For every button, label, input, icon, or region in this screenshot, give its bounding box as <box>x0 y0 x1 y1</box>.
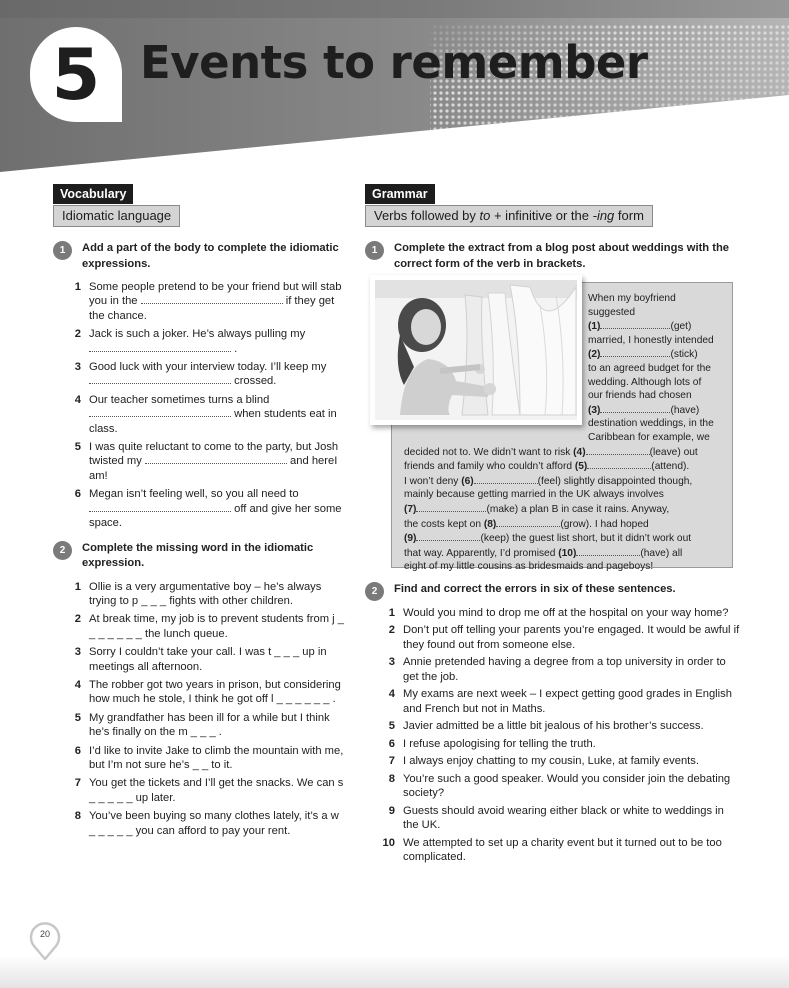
item-number: 5 <box>74 711 81 724</box>
item-text: Ollie is a very argumentative boy – he’s always trying to p _ _ _ fights with other children. <box>89 580 322 607</box>
exercise-items <box>365 606 740 865</box>
grammar-exercise-2 <box>365 582 740 865</box>
grammar-subtitle <box>365 205 653 227</box>
list-item <box>53 612 345 641</box>
gap-number: (3) <box>588 404 601 416</box>
item-number: 10 <box>382 836 395 849</box>
item-text: when students eat in class. <box>89 408 337 435</box>
exercise-instruction: Complete the missing word in the idiomatic expression. <box>82 541 314 569</box>
item-number: 4 <box>74 678 81 691</box>
item-number: 6 <box>74 488 81 501</box>
list-item <box>365 719 740 733</box>
blog-line <box>588 347 730 362</box>
grammar-exercise-1 <box>365 241 740 573</box>
item-text: At break time, my job is to prevent students from j _ _ _ _ _ _ _ the lunch queue. <box>89 613 344 640</box>
blog-line: wedding. Although lots of <box>588 376 702 388</box>
blog-text <box>392 283 732 574</box>
blog-text-part: I won’t deny <box>404 475 462 487</box>
item-text: We attempted to set up a charity event but it turned out to be too complicated. <box>403 836 722 864</box>
gap-number: (1) <box>588 321 601 333</box>
subtitle-text: + infinitive or the <box>490 208 593 223</box>
list-item <box>53 678 345 707</box>
gap-number: (4) <box>573 446 586 458</box>
verb-prompt: (leave) out <box>649 446 698 458</box>
blog-line: Caribbean for example, we <box>588 431 710 443</box>
item-number: 6 <box>74 744 81 757</box>
verb-prompt: (attend). <box>651 461 690 473</box>
list-item <box>53 280 345 323</box>
item-text: I’d like to invite Jake to climb the mountain with me, but I’m not sure he’s _ _ to it. <box>89 744 344 771</box>
header-band <box>0 0 789 175</box>
blog-text-part: that way. Apparently, I’d promised <box>404 547 559 559</box>
answer-blank[interactable] <box>587 459 651 469</box>
list-item <box>365 804 740 833</box>
answer-blank[interactable] <box>145 454 287 464</box>
item-text: You get the tickets and I’ll get the snacks. We can s _ _ _ _ _ up later. <box>89 777 344 804</box>
list-item <box>365 606 740 620</box>
item-text: Sorry I couldn’t take your call. I was t _ _ _ up in meetings all afternoon. <box>89 646 327 673</box>
list-item <box>365 687 740 716</box>
blog-line <box>404 474 729 489</box>
vocab-exercise-1 <box>53 241 345 531</box>
item-text: and hereI am! <box>89 455 338 482</box>
answer-blank[interactable] <box>600 403 670 413</box>
list-item <box>53 440 345 483</box>
blog-line <box>404 459 729 474</box>
verb-prompt: (stick) <box>670 349 698 361</box>
blog-text-part: friends and family who couldn’t afford <box>404 461 575 473</box>
item-text: I was quite reluctant to come to the party, but Josh twisted my <box>89 441 339 468</box>
item-number: 1 <box>74 580 81 593</box>
blog-line: our friends had chosen <box>588 390 692 402</box>
item-text: Megan isn’t feeling well, so you all need to <box>89 488 299 501</box>
answer-blank[interactable] <box>600 319 670 329</box>
gap-number: (7) <box>404 503 417 515</box>
footer-band <box>0 955 789 988</box>
item-number: 7 <box>388 755 395 768</box>
verb-prompt: (get) <box>670 321 692 333</box>
exercise-items <box>53 580 345 839</box>
item-text: You’ve been buying so many clothes lately, it’s a w _ _ _ _ _ you can afford to pay your rent. <box>89 810 339 837</box>
list-item <box>53 580 345 609</box>
item-number: 8 <box>74 810 81 823</box>
blog-line <box>404 445 729 460</box>
blog-line <box>404 531 729 546</box>
answer-blank[interactable] <box>416 502 486 512</box>
grammar-tag: Grammar <box>365 184 435 204</box>
item-number: 4 <box>388 688 395 701</box>
answer-blank[interactable] <box>89 502 231 512</box>
exercise-instruction: Complete the extract from a blog post about weddings with the correct form of the verb in brackets. <box>394 242 730 270</box>
item-text: Javier admitted be a little bit jealous of his brother’s success. <box>403 720 704 733</box>
item-number: 3 <box>74 361 81 374</box>
blog-line: When my boyfriend <box>588 293 676 304</box>
blog-line: married, I honestly intended <box>588 334 714 346</box>
answer-blank[interactable] <box>89 407 231 417</box>
exercise-number-badge: 1 <box>365 241 384 260</box>
item-text: You’re such a good speaker. Would you consider join the debating society? <box>403 772 731 800</box>
verb-prompt: (feel) slightly disappointed though, <box>537 475 693 487</box>
item-text: Jack is such a joker. He’s always pulling my <box>89 328 306 341</box>
blog-extract-box <box>391 282 733 573</box>
gap-number: (6) <box>461 475 474 487</box>
verb-prompt: (have) <box>670 404 700 416</box>
list-item <box>365 623 740 652</box>
item-text: My exams are next week – I expect getting good grades in English and French but not in Maths. <box>403 688 732 715</box>
blog-line <box>404 502 729 517</box>
blog-line <box>588 403 730 418</box>
answer-blank[interactable] <box>576 546 640 556</box>
list-item <box>53 487 345 530</box>
item-number: 2 <box>74 328 81 341</box>
answer-blank[interactable] <box>141 294 283 304</box>
subtitle-text: -ing <box>592 208 615 223</box>
exercise-number-badge: 1 <box>53 241 72 260</box>
list-item <box>53 327 345 356</box>
gap-number: (8) <box>483 518 497 530</box>
item-number: 5 <box>388 720 395 733</box>
list-item <box>365 754 740 768</box>
blog-line <box>404 546 729 561</box>
list-item <box>365 655 740 684</box>
answer-blank[interactable] <box>586 445 650 455</box>
item-number: 1 <box>388 606 395 619</box>
list-item <box>53 645 345 674</box>
page-number: 20 <box>39 929 50 939</box>
item-number: 1 <box>74 281 81 293</box>
unit-number-badge: 5 <box>30 27 122 122</box>
vocab-exercise-2 <box>53 541 345 839</box>
item-number: 4 <box>74 393 81 406</box>
list-item <box>53 393 345 436</box>
item-text: Don’t put off telling your parents you’re engaged. It would be awful if they found out from someone else. <box>403 624 740 651</box>
exercise-instruction: Find and correct the errors in six of these sentences. <box>394 583 676 595</box>
gap-number: (10) <box>558 547 577 559</box>
blog-text-part: decided not to. We didn’t want to risk <box>404 446 574 458</box>
item-text: . <box>231 342 238 355</box>
grammar-section <box>365 184 740 868</box>
item-number: 2 <box>388 624 395 637</box>
blog-line <box>404 517 729 532</box>
item-number: 5 <box>74 441 81 454</box>
gap-number: (9) <box>404 533 417 545</box>
verb-prompt: (have) all <box>640 547 683 559</box>
item-text: My grandfather has been ill for a while but I think he’s finally on the m _ _ _ . <box>89 711 330 739</box>
answer-blank[interactable] <box>89 342 231 352</box>
exercise-number-badge: 2 <box>365 582 384 601</box>
page-number-marker <box>29 920 61 960</box>
subtitle-text: Verbs followed by <box>374 208 480 223</box>
item-text: off and give her some space. <box>89 502 342 530</box>
verb-prompt: (grow). I had hoped <box>560 518 649 530</box>
list-item <box>53 360 345 389</box>
item-text: Some people pretend to be your friend but will stab you in the <box>89 281 342 308</box>
item-text: Would you mind to drop me off at the hospital on your way home? <box>403 606 729 619</box>
item-number: 2 <box>74 613 81 626</box>
blog-text-part: the costs kept on <box>404 518 484 530</box>
answer-blank[interactable] <box>474 474 538 484</box>
list-item <box>53 711 345 740</box>
item-text: Our teacher sometimes turns a blind <box>89 393 270 406</box>
answer-blank[interactable] <box>89 374 231 384</box>
answer-blank[interactable] <box>600 347 670 357</box>
item-text: I always enjoy chatting to my cousin, Luke, at family events. <box>403 755 699 768</box>
blog-line: mainly because getting married in the UK always involves <box>404 489 664 501</box>
item-text: crossed. <box>231 375 277 388</box>
item-text: Guests should avoid wearing either black or white to weddings in the UK. <box>403 804 724 832</box>
item-text: Annie pretended having a degree from a top university in order to get the job. <box>403 656 726 683</box>
blog-line <box>588 319 730 334</box>
item-number: 8 <box>388 772 395 785</box>
exercise-number-badge: 2 <box>53 541 72 560</box>
item-number: 6 <box>388 737 395 750</box>
item-text: if they get the chance. <box>89 295 335 322</box>
verb-prompt: (keep) the guest list short, but it didn’t work out <box>480 533 692 545</box>
answer-blank[interactable] <box>416 531 480 541</box>
gap-number: (2) <box>588 349 601 361</box>
list-item <box>53 744 345 773</box>
subtitle-text: form <box>614 208 644 223</box>
vocabulary-tag: Vocabulary <box>53 184 133 204</box>
item-text: Good luck with your interview today. I’ll keep my <box>89 361 327 374</box>
exercise-items <box>53 280 345 531</box>
item-number: 3 <box>388 656 395 669</box>
blog-line: to an agreed budget for the <box>588 362 711 374</box>
verb-prompt: (make) a plan B in case it rains. Anyway, <box>486 503 670 515</box>
item-number: 3 <box>74 646 81 659</box>
page-pin-icon <box>29 920 61 960</box>
subtitle-text: to <box>479 208 491 223</box>
item-text: I refuse apologising for telling the truth. <box>403 737 596 750</box>
list-item <box>365 836 740 865</box>
exercise-instruction: Add a part of the body to complete the idiomatic expressions. <box>82 242 339 270</box>
unit-title: Events to remember <box>140 36 648 89</box>
vocabulary-section <box>53 184 345 842</box>
blog-line: eight of my little cousins as bridesmaids and pageboys! <box>404 561 654 573</box>
list-item <box>365 772 740 801</box>
vocabulary-subtitle: Idiomatic language <box>53 205 180 227</box>
blog-line: destination weddings, in the <box>588 418 714 430</box>
gap-number: (5) <box>574 461 588 473</box>
answer-blank[interactable] <box>496 517 560 527</box>
item-number: 9 <box>388 804 395 817</box>
item-text: The robber got two years in prison, but considering how much he stole, I think he got off l _ _ _ _ _ _ . <box>89 678 341 706</box>
list-item <box>53 776 345 805</box>
item-number: 7 <box>74 777 81 790</box>
blog-line: suggested <box>588 306 636 318</box>
list-item <box>53 809 345 838</box>
list-item <box>365 737 740 751</box>
